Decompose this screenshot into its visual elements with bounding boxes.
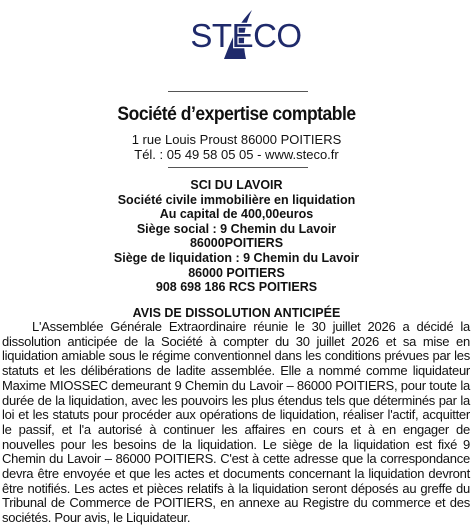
company-capital: Au capital de 400,00euros — [159, 207, 314, 222]
divider-top — [168, 91, 308, 92]
firm-address: 1 rue Louis Proust 86000 POITIERS — [131, 132, 342, 147]
notice-title: AVIS DE DISSOLUTION ANTICIPÉE — [132, 306, 341, 320]
divider-middle — [168, 167, 308, 168]
company-block — [0, 178, 473, 295]
liquidation-office: Siège de liquidation : 9 Chemin du Lavoir — [113, 250, 360, 265]
firm-contact: Tél. : 05 49 58 05 05 - www.steco.fr — [134, 147, 339, 162]
notice-body: L'Assemblée Générale Extraordinaire réunie le 30 juillet 2026 a décidé la dissolution anticipée de la Société à compter du 30 juillet 2026 et sa mise en liquidation amiable sous le régime conventionnel dans les conditions prévues par les statuts et les délibérations de ladite assemblée. Elle a nommé comme liquidateur Maxime MIOSSEC demeurant 9 Chemin du Lavoir – 86000 POITIERS, pour toute la durée de la liquidation, avec les pouvoirs les plus étendus tels que déterminés par la loi et les statuts pour procéder aux opérations de liquidation, réaliser l'actif, acquitter le passif, et l'a autorisé à continuer les affaires en cours et à en engager de nouvelles pour les besoins de la liquidation. Le siège de la liquidation est fixé 9 Chemin du Lavoir – 86000 POITIERS. C'est à cette adresse que la correspondance devra être envoyée et que les actes et documents concernant la liquidation devront être notifiés. Les actes et pièces relatifs à la liquidation seront déposés au greffe du Tribunal de Commerce de POITIERS, en annexe au Registre du commerce et des sociétés. Pour avis, le Liquidateur. — [2, 319, 470, 526]
company-registration: 908 698 186 RCS POITIERS — [155, 280, 318, 295]
logo-wordmark: STECO — [190, 17, 302, 54]
firm-name: Société d’expertise comptable — [117, 104, 356, 125]
company-name: SCI DU LAVOIR — [190, 178, 283, 192]
liquidation-office-city: 86000 POITIERS — [188, 265, 285, 280]
company-legal-form: Société civile immobilière en liquidation — [117, 192, 356, 207]
registered-office-city: 86000POITIERS — [189, 236, 284, 251]
steco-logo — [186, 2, 306, 60]
registered-office: Siège social : 9 Chemin du Lavoir — [136, 221, 337, 236]
